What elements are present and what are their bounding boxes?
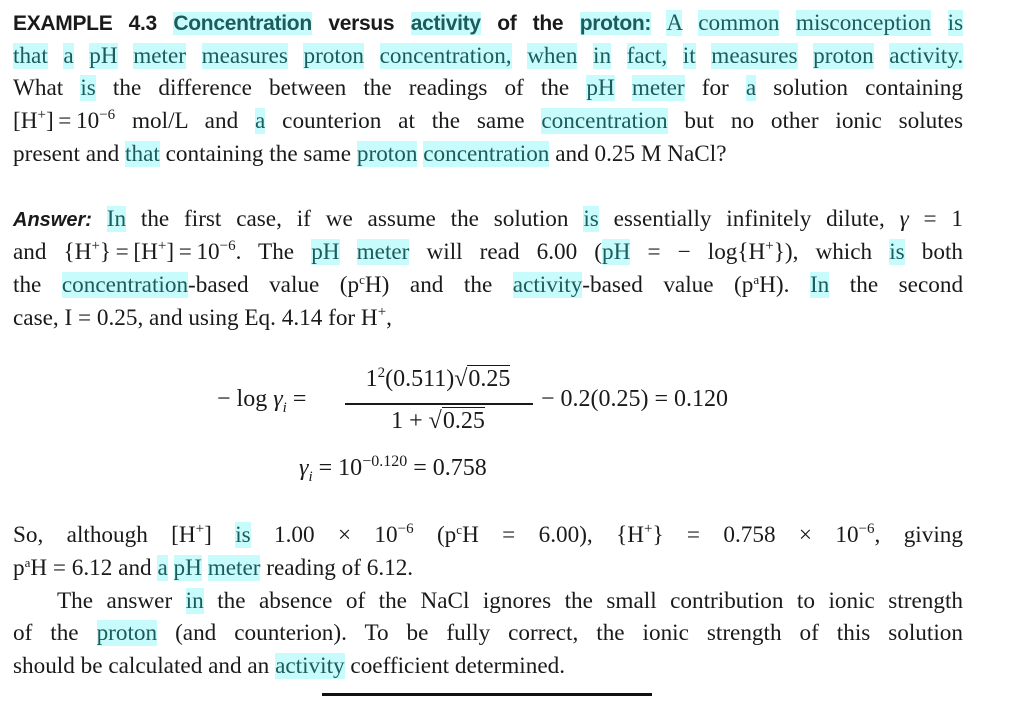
fraction-bar xyxy=(345,403,533,405)
equation-2: $\gamma_i = 10^{-0.120} = 0.758$ xyxy=(299,453,487,485)
question-line-3: What is the difference between the readings of the pH meter for a solution containing xyxy=(13,75,963,101)
question-line-4: $[H^+] = 10^{-6}$ mol/L and a counterion at the same concentration but no other ionic solutes xyxy=(13,107,963,134)
conclusion-line-2: $p^aH = 6.12$ and a pH meter reading of 6.12. xyxy=(13,555,414,581)
example-heading-line: EXAMPLE 4.3 Concentration versus activity of the proton: A common misconception is xyxy=(13,10,964,36)
title-word-concentration: Concentration xyxy=(173,12,312,35)
question-line-5: present and that containing the same proton concentration and 0.25 M NaCl? xyxy=(13,141,727,167)
conclusion-line-1: So, although [H+] is $1.00 \times 10^{-6}$ $(p^cH = 6.00)$, $\{H^+\} = 0.758 \times 10^{-6}$, giving xyxy=(13,521,963,548)
answer-line-4: case, I = 0.25, and using Eq. 4.14 for H+, xyxy=(13,304,392,331)
answer-line-3: the concentration-based value $(p^cH)$ and the activity-based value $(p^aH)$. In the second xyxy=(13,272,964,298)
conclusion-line-4: of the proton (and counterion). To be fully correct, the ionic strength of this solution xyxy=(13,620,963,646)
equation-1-denominator: 1 + √0.25 xyxy=(391,408,485,434)
answer-label: Answer: xyxy=(13,209,92,231)
conclusion-line-5: should be calculated and an activity coefficient determined. xyxy=(13,653,566,679)
answer-line-1: Answer: In the first case, if we assume the solution is essentially infinitely dilute, γ = 1 xyxy=(13,206,964,232)
equation-1-numerator: $1^2(0.511)√0.25$ xyxy=(365,365,511,392)
question-line-2: that a pH meter measures proton concentration, when in fact, it measures proton activity. xyxy=(13,43,964,69)
conclusion-line-3: The answer in the absence of the NaCl ignores the small contribution to ionic strength xyxy=(57,588,963,614)
example-label: EXAMPLE 4.3 xyxy=(13,12,157,35)
end-of-example-rule xyxy=(322,693,652,696)
equation-1-lhs: − $\log \gamma_i$ = xyxy=(217,386,307,416)
answer-line-2: and $\{H^+\} = [H^+] = 10^{-6}$. The pH meter will read 6.00 (pH = − log{H+}), which is both xyxy=(13,238,963,265)
equation-1-rhs: − 0.2(0.25) = 0.120 xyxy=(541,386,729,412)
